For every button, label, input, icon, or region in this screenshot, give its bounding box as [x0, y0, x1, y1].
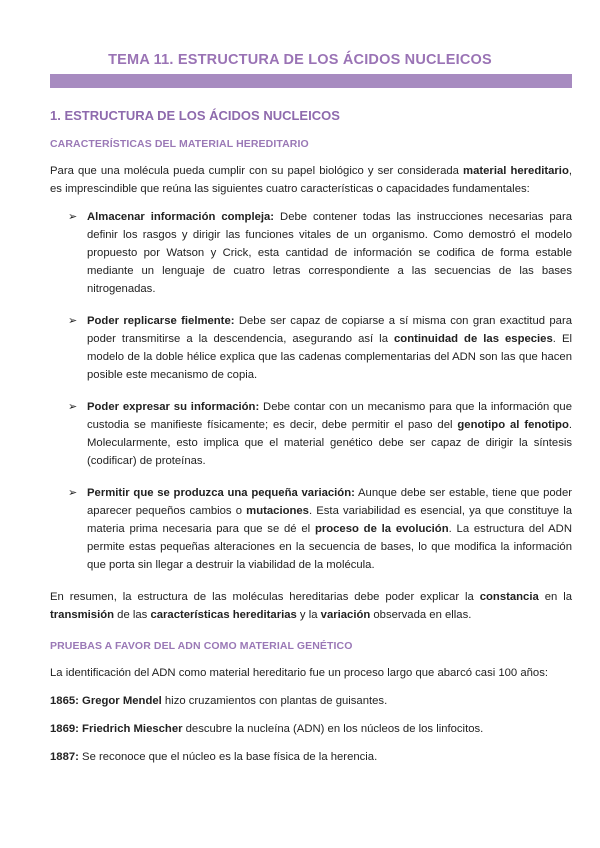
- section-heading: 1. ESTRUCTURA DE LOS ÁCIDOS NUCLEICOS: [50, 108, 340, 123]
- arrow-bullet-icon: ➢: [68, 401, 78, 413]
- history-intro-paragraph: La identificación del ADN como material hereditario fue un proceso largo que abarcó casi 100 años:: [50, 667, 548, 679]
- characteristics-list: [50, 208, 572, 574]
- arrow-bullet-icon: ➢: [68, 487, 78, 499]
- subsection-heading: CARACTERÍSTICAS DEL MATERIAL HEREDITARIO: [50, 138, 309, 150]
- list-item: ➢ Permitir que se produzca una pequeña variación: Aunque debe ser estable, tiene que poder aparecer pequeños cambios o mutaciones. Esta variabilidad es esencial, ya que constituye la materia prima necesaria para que se dé el proceso de la evolución. La estructura del ADN permite estas pequeñas alteraciones en la secuencia de bases, lo que modifica la información que porta sin llegar a destruir la viabilidad de la molécula.: [87, 484, 572, 574]
- list-item: ➢ Poder expresar su información: Debe contar con un mecanismo para que la información que custodia se manifieste físicamente; es decir, debe permitir el paso del genotipo al fenotipo. Molecularmente, esto implica que el material genético debe ser capaz de dirigir la síntesis (codificar) de proteínas.: [87, 398, 572, 470]
- list-item: ➢ Almacenar información compleja: Debe contener todas las instrucciones necesarias para definir los rasgos y dirigir las funciones vitales de un organismo. Como demostró el modelo propuesto por Watson y Crick, esta cantidad de información se codifica de forma estable mediante un lenguaje de cuatro letras correspondiente a las secuencias de las bases nitrogenadas.: [87, 208, 572, 298]
- timeline-entry: 1887: Se reconoce que el núcleo es la base física de la herencia.: [50, 751, 378, 763]
- document-body: [50, 108, 572, 776]
- timeline-entry: 1869: Friedrich Miescher descubre la nucleína (ADN) en los núcleos de los linfocitos.: [50, 723, 484, 735]
- subsection-heading: PRUEBAS A FAVOR DEL ADN COMO MATERIAL GENÉTICO: [50, 640, 353, 652]
- arrow-bullet-icon: ➢: [68, 315, 78, 327]
- page-title: TEMA 11. ESTRUCTURA DE LOS ÁCIDOS NUCLEICOS: [108, 52, 492, 68]
- timeline-entry: 1865: Gregor Mendel hizo cruzamientos con plantas de guisantes.: [50, 695, 388, 707]
- list-item: ➢ Poder replicarse fielmente: Debe ser capaz de copiarse a sí misma con gran exactitud para poder transmitirse a la descendencia, asegurando así la continuidad de las especies. El modelo de la doble hélice explica que las cadenas complementarias del ADN son las que hacen posible este mecanismo de copia.: [87, 312, 572, 384]
- arrow-bullet-icon: ➢: [68, 211, 78, 223]
- title-underline-bar: [50, 74, 572, 88]
- intro-paragraph: Para que una molécula pueda cumplir con su papel biológico y ser considerada material hereditario, es imprescindible que reúna las siguientes cuatro características o capacidades fundamentales:: [50, 165, 572, 195]
- summary-paragraph: En resumen, la estructura de las moléculas hereditarias debe poder explicar la constancia en la transmisión de las características hereditarias y la variación observada en ellas.: [50, 591, 573, 621]
